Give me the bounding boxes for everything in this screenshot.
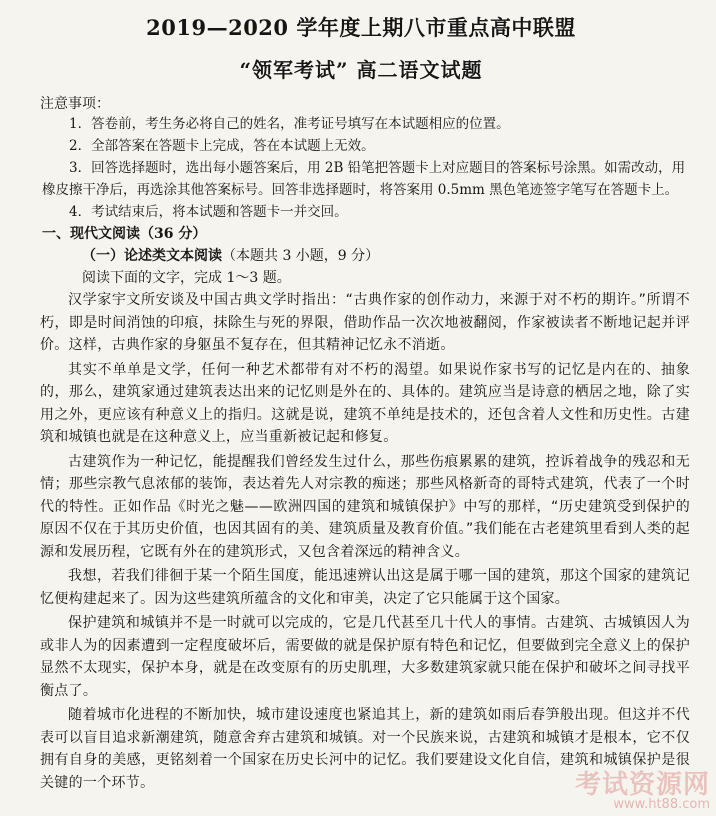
notice-heading: 注意事项： xyxy=(40,96,110,112)
passage-paragraph: 我想，若我们徘徊于某一个陌生国度，能迅速辨认出这是属于哪一国的建筑，那这个国家的建筑记忆便构建起来了。因为这些建筑所蕴含的文化和审美，决定了它只能属于这个国家。 xyxy=(40,568,690,607)
sub-section-heading xyxy=(82,245,690,267)
passage-paragraph: 古建筑作为一种记忆，能提醒我们曾经发生过什么，那些伤痕累累的建筑，控诉着战争的残忍和无情；那些宗教气息浓郁的装饰，表达着先人对宗教的痴迷；那些风格新奇的哥特式建筑，代表了一个时代的特性。正如作品《时光之魅——欧洲四国的建筑和城镇保护》中写的那样，“历史建筑受到保护的原因不仅在于其历史价值，也因其固有的美、建筑质量及教育价值。”我们能在古老建筑里看到人类的起源和发展历程，它既有外在的建筑形式，又包含着深远的精神含义。 xyxy=(40,453,690,560)
passage-paragraph: 随着城市化进程的不断加快，城市建设速度也紧追其上，新的建筑如雨后春笋般出现。但这并不代表可以盲目追求新潮建筑，随意舍弃古建筑和城镇。对一个民族来说，古建筑和城镇才是根本，它不仅拥有自身的美感，更铭刻着一个国家在历史长河中的记忆。我们要建设文化自信，建筑和城镇保护是很关键的一个环节。 xyxy=(40,707,690,791)
section-heading: 一、现代文阅读（36 分） xyxy=(42,226,207,242)
watermark-text: 考试资源网 xyxy=(574,770,710,800)
passage-paragraph: 保护建筑和城镇并不是一时就可以完成的，它是几代甚至几十代人的事情。古建筑、古城镇因人为或非人为的因素遭到一定程度破坏后，需要做的就是保护原有特色和记忆，但要做到完全意义上的保护显然不太现实，保护本身，就是在改变原有的历史肌理，大多数建筑家就只能在保护和破坏之间寻找平衡点了。 xyxy=(40,615,690,699)
notice-item: 2．全部答案在答题卡上完成，答在本试题上无效。 xyxy=(69,138,375,154)
reading-instruction: 阅读下面的文字，完成 1～3 题。 xyxy=(82,270,291,286)
passage-paragraph: 汉学家宇文所安谈及中国古典文学时指出：“古典作家的创作动力，来源于对不朽的期许。”所谓不朽，即是时间消蚀的印痕，抹除生与死的界限，借助作品一次次地被翻阅，作家被读者不断地记起并评价。这样，古典作家的身躯虽不复存在，但其精神记忆永不消逝。 xyxy=(40,292,690,353)
notice-item: 1．答卷前，考生务必将自己的姓名，准考证号填写在本试题相应的位置。 xyxy=(69,116,510,132)
passage-paragraph: 其实不单单是文学，任何一种艺术都带有对不朽的渴望。如果说作家书写的记忆是内在的、抽象的，那么，建筑家通过建筑表达出来的记忆则是外在的、具体的。建筑应当是诗意的栖居之地，除了实用之外，更应该有种意义上的指归。这就是说，建筑不单纯是技术的，还包含着人文性和历史性。古建筑和城镇也就是在这种意义上，应当重新被记起和修复。 xyxy=(40,361,690,445)
exam-title: 2019—2020 学年度上期八市重点高中联盟 xyxy=(146,15,576,40)
sub-heading-score: （本题共 3 小题，9 分） xyxy=(222,248,380,264)
watermark-url: www.ht88.com xyxy=(613,797,710,812)
notice-item: 3．回答选择题时，选出每小题答案后，用 2B 铅笔把答题卡上对应题目的答案标号涂黑。如需改动，用橡皮擦干净后，再选涂其他答案标号。回答非选择题时，将答案用 0.5mm 黑色笔迹签字笔写在答题卡上。 xyxy=(42,160,686,198)
exam-subtitle: “领军考试” 高二语文试题 xyxy=(239,58,483,82)
reading-passage xyxy=(32,289,690,794)
notice-list xyxy=(32,113,690,223)
sub-heading-title: （一）论述类文本阅读 xyxy=(82,248,222,264)
notice-item: 4．考试结束后，将本试题和答题卡一并交回。 xyxy=(69,204,348,220)
